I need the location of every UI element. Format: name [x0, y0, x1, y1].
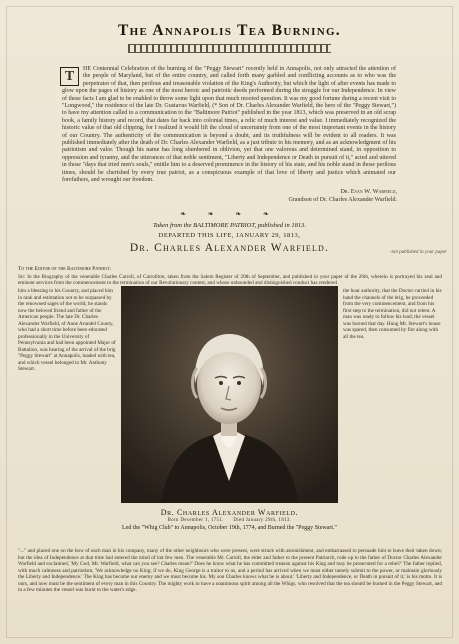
signature-name: Dr. Evan W. Warfield, [340, 188, 397, 195]
left-column: him a blessing to his Country, and placed him in rank and estimation not to be surpassed by the renowned sages of the world; he stands now the beloved friend and father of the American people. The late Dr. Charles Alexander Warfield, of Anne Arundel County, who had a short time before been educated professionally in the University of Pennsylvania and had been appointed Major of Battalion, was hearing of the arrival of the brig "Peggy Stewart" at Annapolis, loaded with tea, and which vessel belonged to Mr. Anthony Stewart. [18, 288, 116, 372]
intro-text: HE Centennial Celebration of the burning of the "Peggy Stewart" recently held in Annapolis, not only attracted the attention of the people of Maryland, but of the entire country, and called forth many garbled and conflicting accounts as to who was the perpetrator of that, then perilous and treasonable violation of the King's Authority, but which the light of after events has made to glow upon the pages of history as one of the most heroic and patriotic deeds performed during the struggle for our Independence. In view of these facts I am glad to be enabled to throw some light upon that much mooted question. It was my good fortune during a recent visit to "Longwood," the residence of the late Dr. Gustavus Warfield, (* Son of Dr. Charles Alexander Warfield, the hero of the "Peggy Stewart,") to have my attention called to a communication to the "Baltimore Patriot" published in the year 1813, which was preserved in an old scrap book, a family history and record, that dates far back into colonial times, a relic of much interest and value. I immediately recognized the historic value of that old clipping, for I realized it would lift the cloud of uncertainty from one of the most important events in the history of our Country. The authenticity of the communication is beyond a doubt, and its truthfulness will be evident to all readers. It was published immediately after the death of Dr. Charles Alexander Warfield, as a just tribute to his memory, and as an acknowledgment of his patriotism and valor. Though his name has long slumbered in oblivion, yet that one valorous and determined stand, in opposition to oppression and tyranny, and the utterances of that noble sentiment, "Liberty and Independence or Death in pursuit of it," acted and uttered in those "days that tried men's souls," entitle him to a deserved prominence in the history of his state, and his noble stand in those perilous times, should be cherished by every true patriot, as a conspicuous example of that love of liberty and justice which animated our forefathers, and wrought our freedom. [62, 66, 396, 184]
departed-line: DEPARTED THIS LIFE, JANUARY 29, 1813, [158, 232, 301, 239]
portrait-dates [121, 518, 338, 523]
born-date: Born December 1, 1751. [167, 518, 224, 523]
subject-name: Dr. Charles Alexander Warfield. [129, 242, 330, 254]
intro-paragraph [62, 66, 396, 185]
drop-cap: T [60, 67, 79, 86]
signature-block [288, 188, 397, 204]
section-divider: ❧ ❧ ❧ ❧ [180, 210, 279, 218]
bottom-paragraph: "..." and placed one on the bow of each man in his company, many of the other neighbours who were present, were struck with astonishment, and embarrassed to persuade him to leave their taken down; but the idea of Independence at that time had entered the mind of but few men. The venerable Mr. Carroll, the elder and father to the present Patriarch, rode up to the father of Doctor Charles Alexander Warfield and exclaimed, 'My God, Mr. Warfield, what can you see? Charles mean?' Does he know what he has committed treason against his King and may be prosecuted for a rebel?' The father replied, with much calmness and patriotism, 'We acknowledge no King; if we do, King George is a traitor to us, and a period has arrived when we must either tamely submit to the power, or maintain gloriously the Liberty and Independence.' The King has become our enemy and we must become his. My son Charles knows what he is about.' 'Liberty and Independence, or Death in pursuit of it,' is his motto. It is ours, and now must be the sentiment of every man in this Country. The mighty work to have a unanimous spirit among all the Whigs, who resolved that the tea should be burned in the Peggy Stewart, and in a few minutes the vessel was burnt to the water's edge. [18, 548, 442, 593]
portrait-image [121, 286, 338, 503]
letter-lede: Sir: In the Biography of the venerable Charles Carroll, of Carrollton, taken from the Salem Register of 20th of September, and published in your paper of the 26th, wherein is portrayed his zeal and eminent services from the commencement to the termination of our Revolutionary contest, and whose unbounded and distinguished conduct has rendered [18, 274, 442, 287]
margin-note: -not published in your paper [389, 250, 447, 255]
portrait-engraving [121, 286, 338, 503]
right-column: the hoar authority, that the Doctor carried in his hand the channels of the brig, he proceeded from the very commencement, and from his first step to the termination, did not relent. A man was ready to follow his lead; the vessel was burned that day. Hung Mr. Stewart's house was spared, then consumed by fire along with all the tea. [343, 288, 442, 340]
portrait-led-caption: Led the "Whig Club" to Annapolis, October 19th, 1774, and Burned the "Peggy Stewart." [122, 525, 337, 531]
signature-line: Grandson of Dr. Charles Alexander Warfield. [288, 197, 397, 203]
editor-salutation: To the Editor of the Baltimore Patriot: [18, 266, 111, 272]
source-note: Taken from the BALTIMORE PATRIOT, published in 1813. [153, 222, 306, 229]
title-ornament [128, 44, 331, 53]
died-date: Died January 29th, 1813. [233, 518, 292, 523]
article-title: The Annapolis Tea Burning. [117, 22, 341, 39]
portrait-caption: Dr. Charles Alexander Warfield. [160, 508, 299, 517]
